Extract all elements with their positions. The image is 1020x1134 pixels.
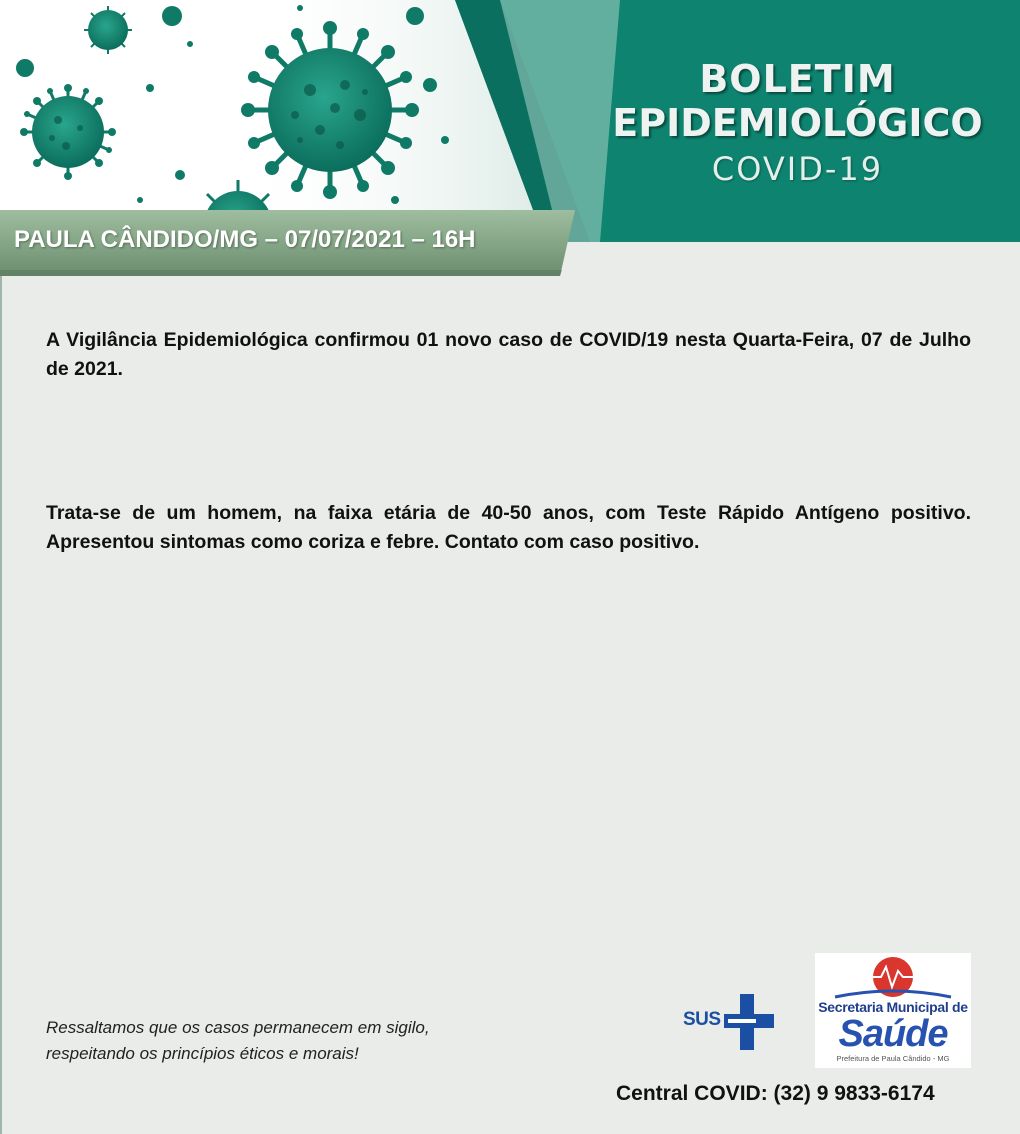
sus-label: SUS (683, 1009, 721, 1030)
virus-small-icon (84, 6, 132, 54)
logo-line-3: Prefeitura de Paula Cândido - MG (836, 1054, 950, 1063)
banner-header (0, 0, 1020, 242)
title-line-1: BOLETIM (699, 57, 896, 101)
secretaria-saude-logo (815, 953, 971, 1068)
sus-cross-icon (680, 992, 780, 1052)
privacy-note (46, 1015, 430, 1067)
case-details-paragraph: Trata-se de um homem, na faixa etária de 40-50 anos, com Teste Rápido Antígeno positivo. Apresentou sintomas como coriza e febre. Contato com caso positivo. (46, 502, 971, 553)
new-case-paragraph: A Vigilância Epidemiológica confirmou 01 novo caso de COVID/19 nesta Quarta-Feira, 07 de Julho de 2021. (46, 329, 971, 380)
covid-hotline: Central COVID: (32) 9 9833-6174 (616, 1082, 935, 1105)
virus-medium-icon (20, 84, 116, 180)
location-date-ribbon (0, 210, 575, 276)
heart-pulse-icon (815, 953, 971, 1003)
privacy-note-line-1: Ressaltamos que os casos permanecem em sigilo, (46, 1018, 430, 1037)
logo-line-2: Saúde (838, 1013, 948, 1055)
logo-line-1: Secretaria Municipal de (818, 999, 968, 1015)
sus-logo (680, 992, 780, 1052)
privacy-note-line-2: respeitando os princípios éticos e morais! (46, 1044, 359, 1063)
title-line-2: EPIDEMIOLÓGICO (612, 100, 983, 145)
left-border (0, 276, 2, 1134)
location-date-text: PAULA CÂNDIDO/MG – 07/07/2021 – 16H (14, 226, 476, 253)
virus-large-icon (241, 21, 419, 199)
bulletin-title (600, 57, 995, 188)
title-line-3: COVID-19 (711, 149, 884, 188)
